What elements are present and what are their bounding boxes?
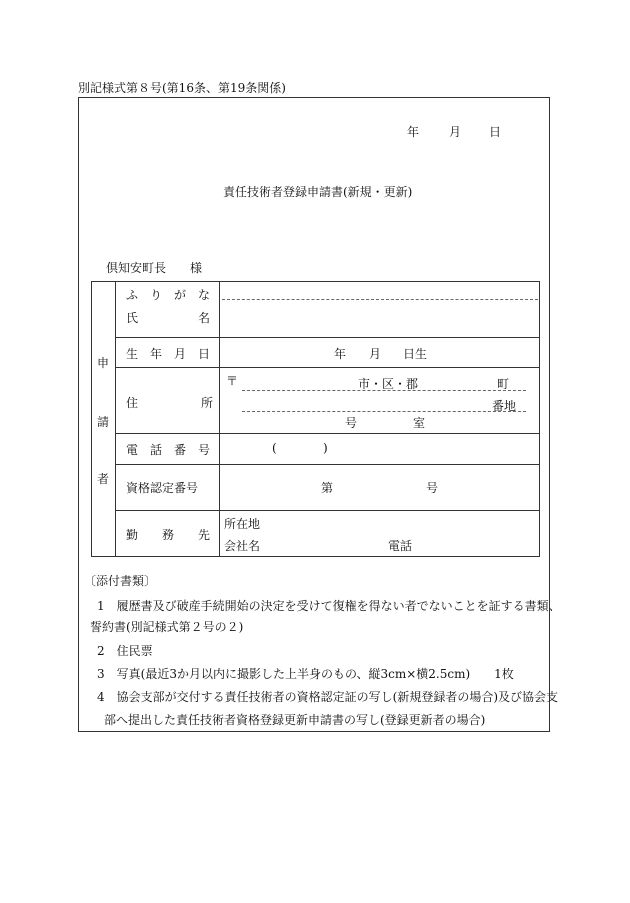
phone-label: 電 話 番 号	[126, 443, 211, 457]
applicant-label-3: 者	[97, 472, 110, 486]
address-banchi: 番地	[492, 399, 517, 413]
name-label: 氏 名	[126, 311, 211, 325]
attachments-heading: 〔添付書類〕	[84, 574, 157, 588]
table-bottom-border	[91, 556, 540, 557]
address-room: 室	[413, 416, 426, 430]
postal-mark: 〒	[226, 374, 239, 388]
table-col-divider-1	[115, 281, 116, 557]
birth-year-label: 年	[334, 347, 347, 361]
birth-day-label: 日生	[403, 347, 428, 361]
date-year-label: 年	[407, 125, 420, 139]
address-dashed-line-2	[242, 411, 526, 412]
attachment-item-4-cont: 部へ提出した責任技術者資格登録更新申請書の写し(登録更新者の場合)	[104, 713, 486, 727]
birthdate-label: 生 年 月 日	[126, 347, 211, 361]
birth-month-label: 月	[369, 347, 382, 361]
table-col-divider-2	[219, 281, 220, 557]
workplace-location-label: 所在地	[224, 517, 261, 531]
row-divider-4	[115, 464, 540, 465]
applicant-label-1: 申	[97, 356, 110, 370]
address-gou: 号	[345, 416, 358, 430]
phone-open-paren: (	[272, 441, 277, 455]
row-divider-1	[115, 337, 540, 338]
row-divider-3	[115, 433, 540, 434]
addressee-name: 倶知安町長	[106, 261, 167, 275]
workplace-phone-label: 電話	[388, 539, 413, 553]
form-number: 別記様式第８号(第16条、第19条関係)	[78, 81, 286, 95]
addressee-honorific: 様	[190, 261, 203, 275]
row-divider-5	[115, 510, 540, 511]
attachment-item-3: 3 写真(最近3か月以内に撮影した上半身のもの、縦3cm×横2.5cm) 1枚	[97, 667, 514, 681]
workplace-label: 勤 務 先	[126, 528, 211, 542]
license-number-label: 資格認定番号	[126, 481, 199, 495]
furigana-dashed-line	[222, 299, 538, 300]
license-suffix: 号	[426, 481, 439, 495]
license-prefix: 第	[321, 481, 334, 495]
workplace-company-label: 会社名	[224, 539, 261, 553]
date-month-label: 月	[449, 125, 462, 139]
date-day-label: 日	[489, 125, 502, 139]
attachment-item-2: 2 住民票	[97, 644, 153, 658]
address-label-left: 住	[126, 396, 139, 410]
address-dashed-line-1	[242, 390, 526, 391]
table-right-border	[539, 281, 540, 557]
address-label-right: 所	[201, 396, 214, 410]
document-title: 責任技術者登録申請書(新規・更新)	[223, 185, 413, 199]
phone-close-paren: )	[323, 441, 328, 455]
attachment-item-4: 4 協会支部が交付する責任技術者の資格認定証の写し(新規登録者の場合)及び協会支	[97, 690, 559, 704]
address-town: 町	[497, 377, 510, 391]
address-city: 市・区・郡	[358, 377, 419, 391]
table-left-border	[91, 281, 92, 557]
applicant-label-2: 請	[97, 415, 110, 429]
attachment-item-1: 1 履歴書及び破産手続開始の決定を受けて復権を得ない者でないことを証する書類、	[97, 599, 561, 613]
furigana-label: ふ り が な	[126, 288, 211, 302]
row-divider-2	[115, 367, 540, 368]
attachment-item-1-cont: 誓約書(別記様式第２号の２)	[90, 620, 244, 634]
table-top-border	[91, 281, 540, 282]
